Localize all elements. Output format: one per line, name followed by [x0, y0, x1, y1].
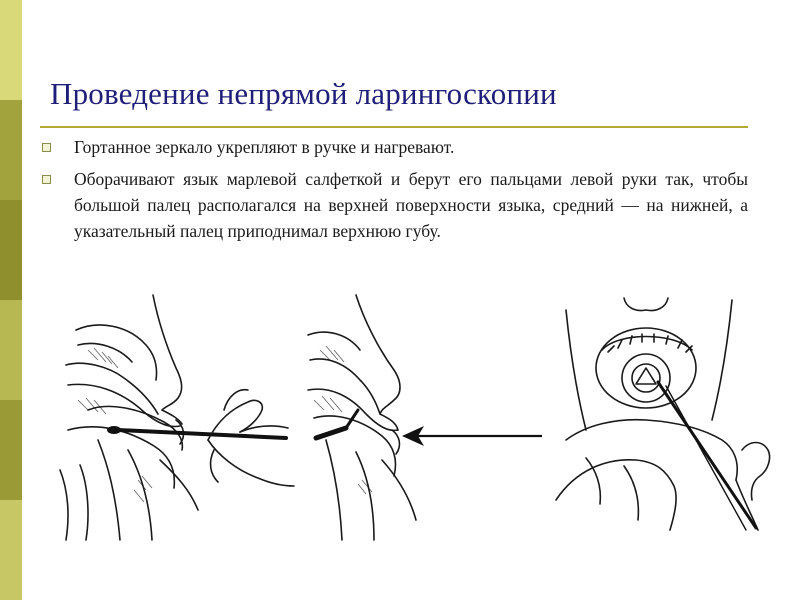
sagittal-mirror-illustration — [58, 290, 298, 545]
side-bar-segment-3 — [0, 200, 22, 300]
frontal-mouth-illustration — [546, 290, 776, 545]
bullet-list — [42, 134, 748, 250]
bullet-text: Гортанное зеркало укрепляют в ручке и нагревают. — [74, 137, 455, 157]
side-bar-segment-5 — [0, 400, 22, 500]
figure-frontal-mouth — [546, 290, 776, 545]
sagittal-arrow-illustration — [306, 290, 546, 545]
side-bar-segment-6 — [0, 500, 22, 600]
slide-title: Проведение непрямой ларингоскопии — [50, 76, 557, 111]
bullet-square-icon — [42, 143, 51, 152]
bullet-text: Оборачивают язык марлевой салфеткой и берут его пальцами левой руки так, чтобы большой палец располагался на верхней поверхности языка, средний — на нижней, а указательный палец приподнимал верхнюю губу. — [74, 169, 748, 241]
side-bar-segment-2 — [0, 100, 22, 200]
side-bar-segment-1 — [0, 0, 22, 100]
title-underline — [40, 126, 748, 128]
bullet-item — [42, 166, 748, 244]
figure-sagittal-arrow — [306, 290, 546, 545]
bullet-square-icon — [42, 175, 51, 184]
side-bar-segment-4 — [0, 300, 22, 400]
figure-sagittal-mirror — [58, 290, 298, 545]
slide-side-bar — [0, 0, 22, 600]
bullet-item — [42, 134, 748, 160]
